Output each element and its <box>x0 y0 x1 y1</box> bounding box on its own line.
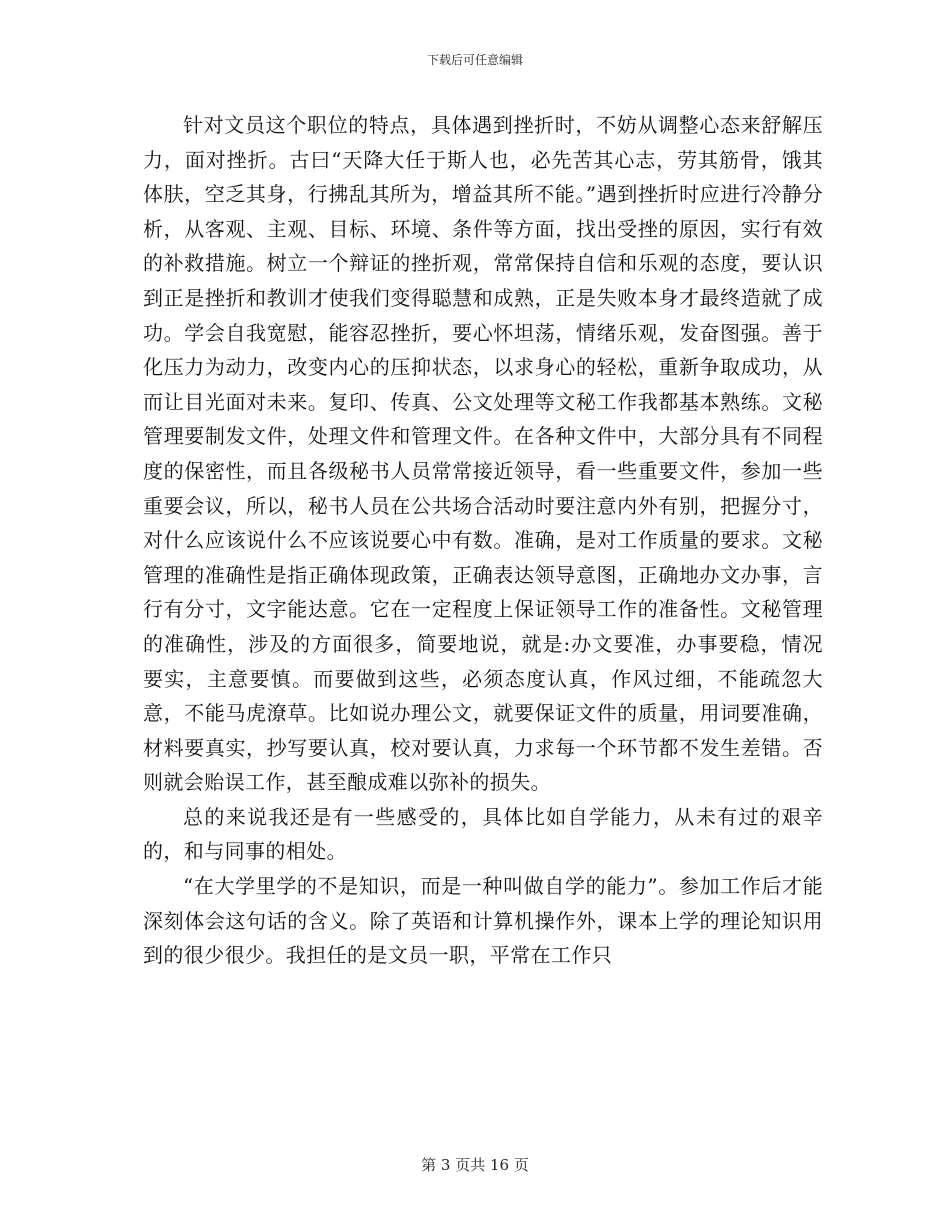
page-header: 下载后可任意编辑 <box>426 53 523 67</box>
paragraph-3: “在大学里学的不是知识，而是一种叫做自学的能力”。参加工作后才能深刻体会这句话的含义。除了英语和计算机操作外，课本上学的理论知识用到的很少很少。我担任的是文员一职，平常在工作只 <box>143 874 823 968</box>
paragraph-1: 针对文员这个职位的特点，具体遇到挫折时，不妨从调整心态来舒解压力，面对挫折。古曰“天降大任于斯人也，必先苦其心志，劳其筋骨，饿其体肤，空乏其身，行拂乱其所为，增益其所不能。”遇到挫折时应进行冷静分析，从客观、主观、目标、环境、条件等方面，找出受挫的原因，实行有效的补救措施。树立一个辩证的挫折观，常常保持自信和乐观的态度，要认识到正是挫折和教训才使我们变得聪慧和成熟，正是失败本身才最终造就了成功。学会自我宽慰，能容忍挫折，要心怀坦荡，情绪乐观，发奋图强。善于化压力为动力，改变内心的压抑状态，以求身心的轻松，重新争取成功，从而让目光面对未来。复印、传真、公文处理等文秘工作我都基本熟练。文秘管理要制发文件，处理文件和管理文件。在各种文件中，大部分具有不同程度的保密性，而且各级秘书人员常常接近领导，看一些重要文件，参加一些重要会议，所以，秘书人员在公共场合活动时要注意内外有别，把握分寸，对什么应该说什么不应该说要心中有数。准确，是对工作质量的要求。文秘管理的准确性是指正确体现政策，正确表达领导意图，正确地办文办事，言行有分寸，文字能达意。它在一定程度上保证领导工作的准备性。文秘管理的准确性，涉及的方面很多，简要地说，就是:办文要准，办事要稳，情况要实，主意要慎。而要做到这些，必须态度认真，作风过细，不能疏忽大意，不能马虎潦草。比如说办理公文，就要保证文件的质量，用词要准确，材料要真实，抄写要认真，校对要认真，力求每一个环节都不发生差错。否则就会贻误工作，甚至酿成难以弥补的损失。 <box>143 113 823 795</box>
page-footer: 第 3 页共 16 页 <box>421 1156 529 1174</box>
body-text <box>143 108 823 973</box>
paragraph-2: 总的来说我还是有一些感受的，具体比如自学能力，从未有过的艰辛的，和与同事的相处。 <box>143 804 823 864</box>
